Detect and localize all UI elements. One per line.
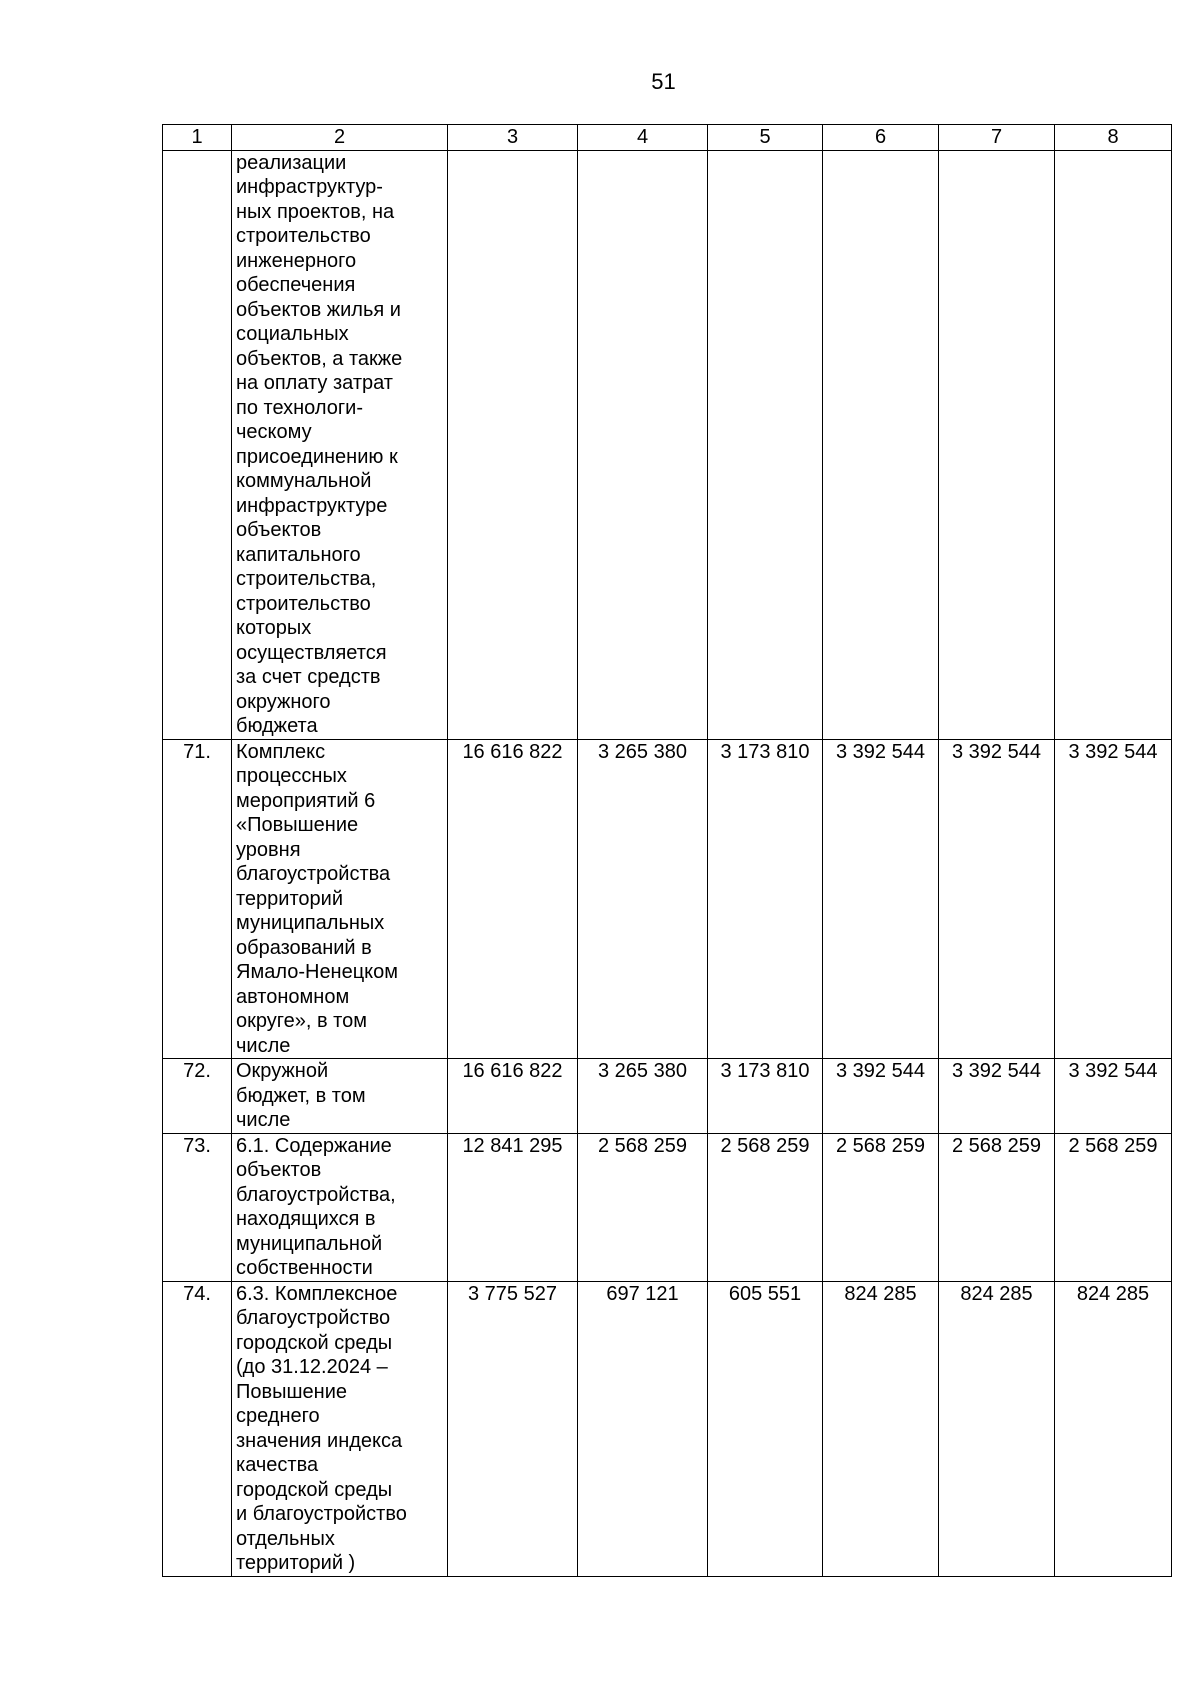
name-line: ческому <box>236 421 312 443</box>
column-header: 4 <box>578 125 708 151</box>
name-line: уровня <box>236 838 301 861</box>
name-line: значения индекса <box>236 1429 403 1452</box>
value-cell-col-6: 824 285 <box>823 1281 939 1576</box>
column-header: 1 <box>163 125 232 151</box>
column-header: 7 <box>939 125 1055 151</box>
value-cell-col-5: 605 551 <box>708 1281 823 1576</box>
name-line: (до 31.12.2024 – <box>236 1356 388 1378</box>
name-line: Повышение <box>236 1380 348 1403</box>
table-row <box>163 739 1172 1059</box>
name-line: муниципальной <box>236 1232 383 1255</box>
page-number: 51 <box>651 69 676 94</box>
name-line: ных проектов, на <box>236 200 395 223</box>
value-cell-col-7: 3 392 544 <box>939 739 1055 1059</box>
table-header-row <box>163 125 1172 151</box>
table-row <box>163 150 1172 739</box>
row-number-cell: 73. <box>163 1133 232 1281</box>
value-cell-col-8: 2 568 259 <box>1055 1133 1172 1281</box>
name-line: на оплату затрат <box>236 372 393 394</box>
name-line: инфраструктуре <box>236 494 388 517</box>
name-line: Комплекс <box>236 740 326 763</box>
value-cell-col-8: 3 392 544 <box>1055 1059 1172 1134</box>
value-cell-col-8: 3 392 544 <box>1055 739 1172 1059</box>
value-cell-col-5: 3 173 810 <box>708 1059 823 1134</box>
name-line: благоустройства, <box>236 1183 396 1206</box>
column-header: 8 <box>1055 125 1172 151</box>
value-cell-col-6: 3 392 544 <box>823 1059 939 1134</box>
value-cell-col-4 <box>578 150 708 739</box>
value-cell-col-7: 824 285 <box>939 1281 1055 1576</box>
name-line: присоединению к <box>236 445 398 468</box>
name-line: территорий ) <box>236 1552 356 1574</box>
row-name-cell <box>232 1281 448 1576</box>
value-cell-col-3: 16 616 822 <box>448 739 578 1059</box>
name-line: Ямало-Ненецком <box>236 961 399 983</box>
name-line: «Повышение <box>236 814 359 836</box>
name-line: городской среды <box>236 1478 393 1501</box>
name-line: городской среды <box>236 1331 393 1354</box>
name-line: бюджета <box>236 715 318 737</box>
row-name-cell <box>232 739 448 1059</box>
name-line: автономном <box>236 985 350 1008</box>
name-line: окружного <box>236 690 331 713</box>
name-line: мероприятий 6 <box>236 789 376 812</box>
value-cell-col-4: 3 265 380 <box>578 1059 708 1134</box>
name-line: 6.1. Содержание <box>236 1134 392 1157</box>
name-line: 6.3. Комплексное <box>236 1282 398 1305</box>
name-line: бюджет, в том <box>236 1084 366 1107</box>
budget-table <box>162 124 1172 1577</box>
name-line: по технологи- <box>236 396 364 419</box>
value-cell-col-4: 697 121 <box>578 1281 708 1576</box>
column-header: 3 <box>448 125 578 151</box>
value-cell-col-5 <box>708 150 823 739</box>
row-name-cell <box>232 1059 448 1134</box>
name-line: качества <box>236 1454 319 1476</box>
value-cell-col-3: 16 616 822 <box>448 1059 578 1134</box>
name-line: капитального <box>236 543 361 566</box>
value-cell-col-7: 3 392 544 <box>939 1059 1055 1134</box>
name-line: строительства, <box>236 568 377 590</box>
name-line: объектов, а также <box>236 347 403 370</box>
name-line: отдельных <box>236 1527 335 1550</box>
name-line: среднего <box>236 1405 320 1427</box>
name-line: округе», в том <box>236 1010 367 1032</box>
name-line: благоустройство <box>236 1307 391 1329</box>
name-line: инфраструктур- <box>236 176 383 198</box>
name-line: числе <box>236 1109 291 1131</box>
column-header: 2 <box>232 125 448 151</box>
name-line: строительство <box>236 225 371 247</box>
name-line: реализации <box>236 151 347 174</box>
value-cell-col-7: 2 568 259 <box>939 1133 1055 1281</box>
name-line: которых <box>236 617 312 639</box>
value-cell-col-3: 3 775 527 <box>448 1281 578 1576</box>
value-cell-col-6 <box>823 150 939 739</box>
value-cell-col-4: 3 265 380 <box>578 739 708 1059</box>
name-line: объектов <box>236 519 322 541</box>
name-line: объектов жилья и <box>236 298 401 321</box>
name-line: и благоустройство <box>236 1503 407 1525</box>
name-line: объектов <box>236 1159 322 1181</box>
value-cell-col-6: 3 392 544 <box>823 739 939 1059</box>
row-name-cell <box>232 1133 448 1281</box>
row-number-cell <box>163 150 232 739</box>
row-number-cell: 72. <box>163 1059 232 1134</box>
name-line: образований в <box>236 936 372 959</box>
row-number-cell: 74. <box>163 1281 232 1576</box>
name-line: числе <box>236 1034 291 1057</box>
value-cell-col-4: 2 568 259 <box>578 1133 708 1281</box>
value-cell-col-7 <box>939 150 1055 739</box>
name-line: находящихся в <box>236 1208 376 1230</box>
table-row <box>163 1059 1172 1134</box>
name-line: строительство <box>236 592 371 615</box>
column-header: 5 <box>708 125 823 151</box>
name-line: собственности <box>236 1257 373 1279</box>
name-line: территорий <box>236 887 344 910</box>
row-name-cell <box>232 150 448 739</box>
column-header: 6 <box>823 125 939 151</box>
table-row <box>163 1281 1172 1576</box>
table-row <box>163 1133 1172 1281</box>
value-cell-col-5: 2 568 259 <box>708 1133 823 1281</box>
name-line: инженерного <box>236 249 357 272</box>
name-line: социальных <box>236 323 349 345</box>
value-cell-col-8 <box>1055 150 1172 739</box>
value-cell-col-5: 3 173 810 <box>708 739 823 1059</box>
name-line: коммунальной <box>236 470 372 492</box>
name-line: обеспечения <box>236 274 356 296</box>
name-line: процессных <box>236 765 347 787</box>
name-line: муниципальных <box>236 912 385 934</box>
name-line: осуществляется <box>236 641 387 664</box>
name-line: Окружной <box>236 1060 329 1082</box>
row-number-cell: 71. <box>163 739 232 1059</box>
table-body <box>163 150 1172 1576</box>
name-line: за счет средств <box>236 666 381 688</box>
name-line: благоустройства <box>236 863 391 885</box>
value-cell-col-6: 2 568 259 <box>823 1133 939 1281</box>
value-cell-col-3: 12 841 295 <box>448 1133 578 1281</box>
value-cell-col-3 <box>448 150 578 739</box>
value-cell-col-8: 824 285 <box>1055 1281 1172 1576</box>
